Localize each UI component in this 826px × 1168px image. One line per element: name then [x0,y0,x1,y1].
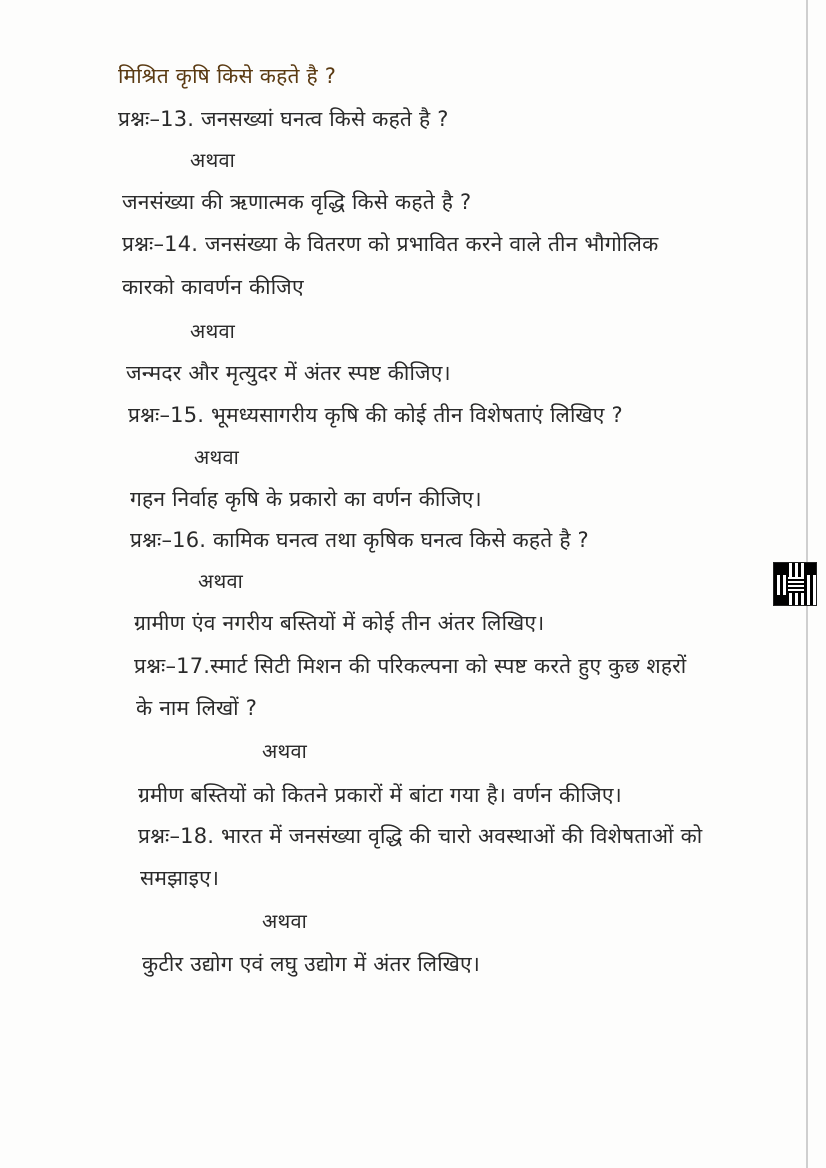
athva-4: अथवा [198,569,243,593]
text-line-22: कुटीर उद्योग एवं लघु उद्योग में अंतर लिखिए। [142,952,481,976]
athva-1: अथवा [190,148,235,172]
question-15: प्रश्नः–15. भूमध्यसागरीय कृषि की कोई तीन विशेषताएं लिखिए ? [128,403,623,427]
athva-6: अथवा [262,909,307,933]
text-line-14: ग्रामीण एंव नगरीय बस्तियों में कोई तीन अंतर लिखिए। [134,611,545,635]
text-line-18: ग्रमीण बस्तियों को कितने प्रकारों में बांटा गया है। वर्णन कीजिए। [138,783,622,807]
text-line-11: गहन निर्वाह कृषि के प्रकारो का वर्णन कीजिए। [130,487,482,511]
athva-5: अथवा [262,739,307,763]
text-line-8: जन्मदर और मृत्युदर में अंतर स्पष्ट कीजिए। [126,361,451,385]
question-14: प्रश्नः–14. जनसंख्या के वितरण को प्रभावित करने वाले तीन भौगोलिक [122,232,659,256]
text-line-16: के नाम लिखों ? [136,696,258,720]
qr-code-center-icon [788,577,804,593]
text-line-6: कारको कावर्णन कीजिए [122,275,304,299]
text-line-1: मिश्रित कृषि किसे कहते है ? [118,64,337,88]
question-16: प्रश्नः–16. कामिक घनत्व तथा कृषिक घनत्व किसे कहते है ? [130,528,589,552]
athva-3: अथवा [194,445,239,469]
question-13: प्रश्नः–13. जनसख्यां घनत्व किसे कहते है ? [118,107,449,131]
qr-code-icon [773,562,817,606]
question-18: प्रश्नः–18. भारत में जनसंख्या वृद्धि की चारो अवस्थाओं की विशेषताओं को [138,824,703,848]
question-17: प्रश्नः–17.स्मार्ट सिटी मिशन की परिकल्पना को स्पष्ट करते हुए कुछ शहरों [134,654,687,678]
athva-2: अथवा [190,319,235,343]
text-line-20: समझाइए। [140,866,220,890]
text-line-4: जनसंख्या की ऋणात्मक वृद्धि किसे कहते है ? [122,190,472,214]
